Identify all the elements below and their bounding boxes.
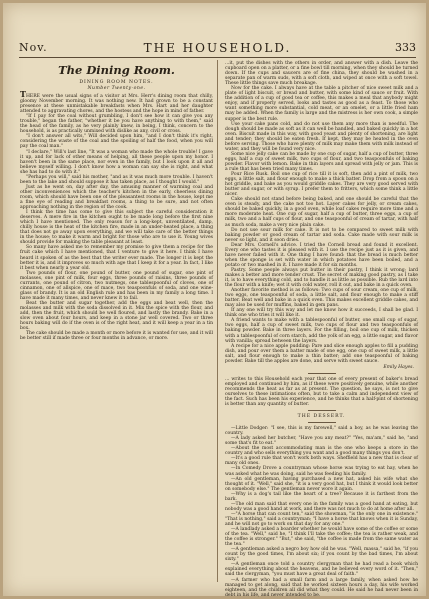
divider-rule [308, 422, 336, 423]
paragraph: Pour Rice Rusk. Boil one cup of rice till it is soft, then add a pint of milk, two eggs, a little salt, and flour enough to make a thick batter. Drop from a spoon on a hot griddle, and bake as you would griddle cakes. They are very good served with butter and sugar, or with syrup. I prefer them to fritters, which some think a little nicer. [225, 172, 418, 198]
paragraph: A friend wants to make with a tablespoonful of butter, one small cup of sugar, two eggs, half a cup of sweet milk, two cups of flour and two teaspoonfuls of baking powder. Bake in three layers. For the filling, boil one cup of milk, thicken with a tablespoonful of corn starch, add the yolk of an egg, a little sugar, and flavor with vanilla; spread between the layers. [225, 318, 418, 344]
paragraph: If any one will try this way and let me know how it succeeds, I shall be glad. I think one who tries it will like it. [225, 308, 418, 319]
paragraph: —The old man said that every one in the family was a good hand at eating, but nobody was a good hand at work, and there was not much to do at home after all. [225, 501, 418, 512]
right-column [225, 61, 418, 598]
dessert-body [225, 426, 418, 598]
paragraph: —About the most accommodating man is the one who keeps a store in the country and who sells everything you want and a good many things you don't. [225, 446, 418, 457]
paragraph: Two pounds of flour, one pound of butter, one pound of sugar, one pint of molasses, one pint of milk, four eggs, three pounds of raisins, three pounds of currants, one pound of citron, two nutmegs, one tablespoonful of cloves, one of cinnamon, one of allspice, one of mace, two teaspoonfuls of soda, and one wine-glass of brandy. It is an old English rule and has been in my family a long time. I have made it many times, and never knew it to fail. [20, 270, 213, 301]
paragraph: —Little Dodger: "I see, this is my farewell," said a boy, as he was leaving the country. [225, 426, 418, 437]
paragraph: —"A horse that can count ten," said the showman, "is the only one in existence." "That is nothing," said a countryman; "I have a horse that knows when it is Sunday, and he will not go to work on that day for any one." [225, 511, 418, 527]
paragraph: The cake should be made a month or more before it is wanted for use, and it will be better still if made three or four months in advance, or more. [20, 331, 213, 342]
right-article-continued [225, 377, 418, 407]
newspaper-page [3, 3, 426, 596]
paragraph: Some nice jelly cake can be made by one cup of sugar, half a cup of butter, three eggs, half a cup of sweet milk, two cups of flour, and two teaspoonfuls of baking powder. Flavor with lemon. Bake in thin layers and spread with jelly or jam. This is a rule that has been tried many times. [225, 151, 418, 172]
dessert-heading: THE DESSERT. [297, 414, 346, 420]
paragraph: —A lady asked her butcher, "Have you any meat?" "Yes, ma'am," said he, "and some that's fit to eat." [225, 436, 418, 447]
divider-rule [308, 410, 336, 411]
paragraph: So many have asked me to remember my promise to give them a recipe for the fruit cake which I have mentioned, that I venture to give it here. I think I have heard it spoken of as the best that the writer ever made. The longer it is kept the better it is, and it improves so much with age that I keep it for a year. In fact, I like it best when nearly a year old. [20, 245, 213, 271]
paragraph: Use your cake pans cold, and do not use them any more than is needful. The dough should be made as soft as it can well be handled, and baked quickly in a hot oven. Biscuit made in this way, with good yeast and plenty of shortening, are light and tender; they should be eaten fresh. If kept, they may be heated in the oven before serving. Those who have plenty of milk may make them with milk instead of water, and they will be found very nice. [225, 121, 418, 152]
left-column [20, 61, 213, 584]
paragraph: Beat the butter and sugar together, add the eggs and beat well, then the molasses and milk with the soda dissolved in it. Mix the spice with the flour, and add, then the fruit, which should be well floured, and lastly the brandy. Bake in a slow oven about four hours, and keep in a stone jar well covered. Two or three hours baking will do if the oven is of the right heat, and it will keep a year in a tin box. [20, 300, 213, 332]
issue-month: Nov. [19, 41, 48, 54]
left-article-body [20, 89, 213, 342]
paragraph: ...it, put the dishes with the others in order, and answer with a dish. Leave the cupboard open on a platter, or a fine bowl till morning, when they should be turned down. If the cups and saucers are of fine china, they should be washed in a separate pan of warm suds, with a soft cloth, and wiped at once with a soft towel. These little things save much breakage. [225, 61, 418, 87]
article-byline: Number Twenty-one. [87, 86, 146, 91]
paragraph: THERE were the usual signs of a visitor at Mrs. Herr's dining room that chilly, gloomy November morning. It was nothing new. It had grown to be a constant presence at these unmistakable breakfasts when Mrs. Hart and her daughter attended to aggravating chores, and the hostess and the hope in mind of father. [20, 89, 213, 115]
paragraph: "I don't answer all wits," Will decided upon him, "and I don't think it's right, considering the waste of the coal and the spoiling of half the food, when you will pay the coal man." [20, 134, 213, 150]
paragraph: —An old gentleman, having purchased a new hat, asked his wife what she thought of it. "Well," said she, "it is a very good hat, but I think it would look better on somebody else." The gentleman never wore it again. [225, 476, 418, 492]
paragraph: Now for the cake. I always have at the table a pitcher of nice sweet milk and a plate of light biscuit, or bread and butter, with some kind of sauce or fruit. With the addition of a cup of good tea or coffee, this makes a meal that anybody might enjoy, and if properly served, looks and tastes as good as a feast. To those who want something more substantial, cold meat, or an omelet, or a little fried ham may be added. When the family is large and the mistress is her own cook, a simple supper is the best rule. [225, 86, 418, 122]
section-title: The Dining Room. [58, 63, 175, 77]
paragraph: ... writes to this Household each year that one of every present of baker's bread employed and continued by him, as if these were positively genuine, while another recommends the heat as far as at present. The question, he says, is not to give ourselves to these intimations often, but to take a calm and independent view of the fact. Such has been his experience, and he thinks that a half-pint of shortening is better than any quantity of butter. [225, 376, 418, 408]
paragraph: Pastry. Some people always put butter in their pastry, I think it wrong; lard makes a better and more tender crust. The secret of making good pastry, as I take it, is to have everything cold, and to handle it as little as possible. Rub the lard into the flour with a knife; wet it with cold water, roll it out, and bake in a quick oven. [225, 267, 418, 289]
paragraph: —In Comedy Drove a countryman whose horse was trying to eat hay, when he was asked what he was doing, said he was feeding his family. [225, 466, 418, 477]
paragraph: Dear Mrs. Cornell's advice. I tried the Cornell bread and found it excellent. Every one who tastes it is pleased with it. I use the recipe just as it is given, and have never failed with it. One thing I have found: that the bread is much better when the sponge is set with water in which potatoes have been boiled, and a potato or two mashed in it. I have made it for six months. [225, 242, 418, 268]
page-number: 333 [395, 41, 416, 54]
paragraph: "If I pay for the coal without grumbling, I don't see how it can give you any trouble," began the father, "whether it be you have anything to with them," said the head of the family, as he very plainly knew, in being, I think, concern to the household, is as practically unmixed with dislike as any, civil or cross. [20, 114, 213, 135]
paragraph: —A farmer who had a small farm and a large family, when asked how he managed to get along, said that he worked sixteen hours a day, his wife worked eighteen, and the children all did what they could. He said he had never been in debt in his life, and never intended to be. [225, 577, 418, 598]
paragraph: —It's a good rule that won't work both ways. Sheffield has a new that is clear of many old ones. [225, 456, 418, 467]
paragraph: Another favorite method is as follows: Two cups of sour cream, one cup of milk, two eggs, one teaspoonful of soda, a little salt, and flour enough to make a stiff batter. Beat well and bake in a quick oven. This makes excellent griddle cakes, and may also be used for muffins, baked in gem pans. [225, 288, 418, 309]
column-divider [217, 60, 218, 582]
paragraph: Just as he went on, day after day, the amusing manner of warming coal and other inconveniences which the teacher's kitchen in the early, cheerless dining room, which should have been one of the pleasantest rooms in the house, kept me a fine eye of reading and breakfast rooms, a thing to be sure, and not often approaching nothing in the region of the cook. [20, 184, 213, 211]
paragraph: "I declare," Will's last line, "It was a woman who made the whole trouble! I gave it up, and for lack of other means of helping, all these people upon my honor. I haven't been in the same place, nor even in the family, but I look upon it all and believe myself willing. I don't know how a woman can say she is right, and what she has had to do with it." [20, 149, 213, 175]
paragraph: —Why is a dog's tail like the heart of a tree? Because it is farthest from the bark. [225, 491, 418, 502]
divider-rule [308, 373, 336, 374]
journal-title: THE HOUSEHOLD. [143, 41, 292, 55]
article-signature: Emily Hayes. [383, 364, 414, 370]
paragraph: A recipe for a nice apple pudding: Pare and slice enough apples to fill a pudding dish, and pour over them a batter made of one egg, one cup of sweet milk, a little salt, and flour enough to make a thin batter; add one teaspoonful of baking powder. Bake till the apples are done, and serve with sweet sauce. [225, 343, 418, 364]
paragraph: Cake should not stand before being baked, and one should be careful that the oven is steady, and the cake not too hot. Layer cakes for jelly, or cream cakes, should be baked quickly, in a good oven, while loaf cakes require more time and a more moderate heat. One cup of sugar, half a cup of butter, three eggs, a cup of milk, two and a half cups of flour, and one teaspoonful of cream of tartar, with half as much soda, make a very nice plain cake. [225, 197, 418, 228]
paragraph: "Perhaps you will," said his mother, "and as it was much more trouble. I haven't been to the lake and should suppose it has taken place, as I thought I would." [20, 174, 213, 185]
running-head [19, 41, 416, 55]
header-rule [19, 57, 416, 58]
paragraph: I think the time has come to give this subject the careful consideration it deserves. A mere fire in the kitchen ought to be made long before the first nine which I have mentioned. The only reason for a long-kept, unventilated, damp, chilly house is the heat of the kitchen fire, made in an under-heated place, a thing that does not go away upon everything, and we will take care of the better things in the house; to make it warm and bright for those who are to use it. Young wives should provide for making the table pleasant at least. [20, 210, 213, 246]
paragraph: —A gentleman once told a country clergyman that he had read a book which explained everything about the heavens, and he believed every word of it. "Then," said the clergyman, "you must have a great deal of faith." [225, 562, 418, 578]
paragraph: —A landlady asked a boarder whether he would have some of the coffee or some of the tea. "Well," said he, "I think I'll take the coffee; the tea is rather weak, and the coffee is stronger." "But," she said, "the coffee is made from the same water as the tea." [225, 527, 418, 548]
paragraph: Do not use sour milk for cake. It is not to be compared to sweet milk with baking powder or good cream of tartar and soda. Cake made with sour milk is never so light, and it soon dries. [225, 227, 418, 243]
paragraph: —A gentleman asked a negro boy how old he was. "Well, massa," said he, "if you count by the good times, I'm about six; if you count by the bad times, I'm about sixty." [225, 547, 418, 563]
right-article-body [225, 61, 418, 364]
article-subtitle: DINING ROOM NOTES. [79, 80, 154, 85]
